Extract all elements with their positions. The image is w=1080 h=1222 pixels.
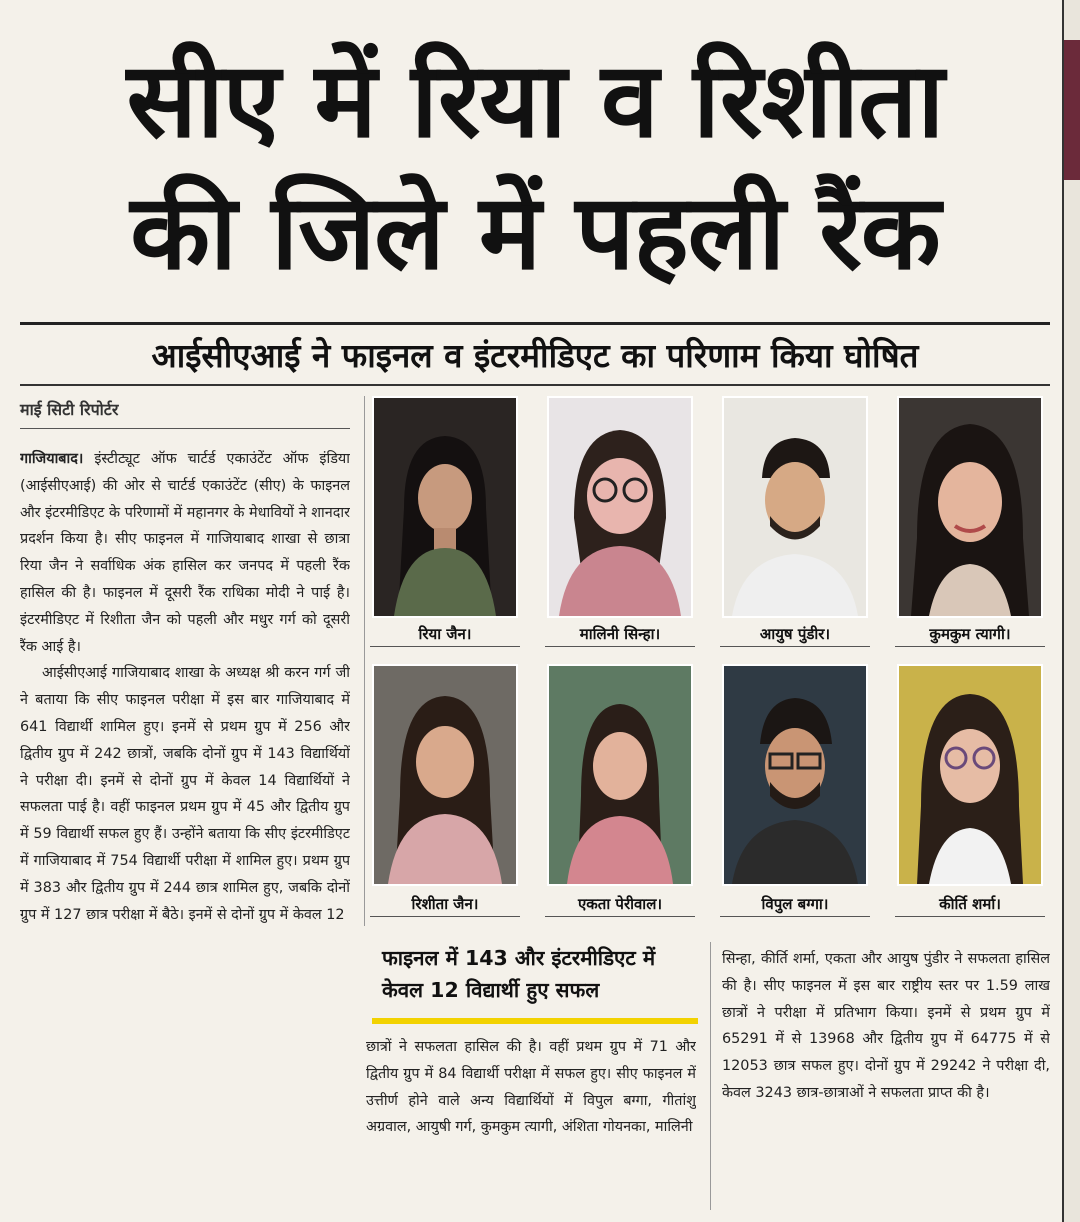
- subheadline: आईसीएआई ने फाइनल व इंटरमीडिएट का परिणाम किया घोषित: [151, 336, 919, 375]
- portrait-icon: [724, 398, 866, 616]
- photo-caption: विपुल बग्गा।: [720, 892, 870, 917]
- photo-caption: रिया जैन।: [370, 622, 520, 647]
- headline-line-2: की जिले में पहली रैंक: [130, 170, 940, 293]
- photo-caption: आयुष पुंडीर।: [720, 622, 870, 647]
- headline: [20, 34, 1050, 298]
- headline-rule: [20, 322, 1050, 325]
- photo-caption: रिशीता जैन।: [370, 892, 520, 917]
- body-column-left: [20, 446, 350, 1206]
- column-divider: [710, 942, 711, 1210]
- portrait-icon: [549, 398, 691, 616]
- portrait-icon: [724, 666, 866, 884]
- photo-riya-jain: [372, 396, 518, 618]
- callout-box: [372, 942, 698, 1016]
- body-paragraph-1: [20, 446, 350, 660]
- portrait-icon: [374, 666, 516, 884]
- portrait-icon: [549, 666, 691, 884]
- adjacent-page-image-strip: [1064, 40, 1080, 180]
- photo-vipul-bagga: [722, 664, 868, 886]
- dateline: गाजियाबाद।: [20, 451, 84, 467]
- headline-line-1: सीए में रिया व रिशीता: [126, 38, 944, 161]
- portrait-icon: [899, 398, 1041, 616]
- portrait-icon: [374, 398, 516, 616]
- byline: माई सिटी रिपोर्टर: [20, 400, 119, 419]
- column-divider: [364, 396, 365, 926]
- portrait-icon: [899, 666, 1041, 884]
- body-paragraph-2: आईसीएआई गाजियाबाद शाखा के अध्यक्ष श्री करन गर्ग जी ने बताया कि सीए फाइनल परीक्षा में इस बार गाजियाबाद में 641 विद्यार्थी शामिल हुए। इनमें से प्रथम ग्रुप में 256 और द्वितीय ग्रुप में 242 छात्रों, जबकि दोनों ग्रुप में 143 विद्यार्थियों ने परीक्षा दी। इनमें से दोनों ग्रुप में केवल 14 विद्यार्थियों ने सफलता पाई है। वहीं फाइनल प्रथम ग्रुप में 45 और द्वितीय ग्रुप में 59 विद्यार्थी सफल हुए हैं। उन्होंने बताया कि सीए इंटरमीडिएट में गाजियाबाद में 754 विद्यार्थी परीक्षा में शामिल हुए। प्रथम ग्रुप में 383 और द्वितीय ग्रुप में 244 छात्र शामिल हुए, जबकि दोनों ग्रुप में 127 छात्र परीक्षा में बैठे। इनमें से दोनों ग्रुप में केवल 12: [20, 665, 350, 923]
- photo-ekta-periwal: [547, 664, 693, 886]
- body-column-middle: [366, 1034, 696, 1214]
- byline-rule: [20, 428, 350, 429]
- photo-rishita-jain: [372, 664, 518, 886]
- body-paragraph-1-text: इंस्टीट्यूट ऑफ चार्टर्ड एकाउंटेंट ऑफ इंडिया (आईसीएआई) की ओर से चार्टर्ड एकाउंटेंट (सीए) के फाइनल और इंटरमीडिएट के परिणामों में महानगर के मेधावियों ने शानदार प्रदर्शन किया है। सीए फाइनल में गाजियाबाद शाखा से छात्रा रिया जैन ने सर्वाधिक अंक हासिल कर जनपद में पहली रैंक हासिल की है। फाइनल में दूसरी रैंक राधिका मोदी ने पाई है। इंटरमीडिएट में रिशीता जैन को पहली और मधुर गर्ग को दूसरी रैंक आई है।: [20, 451, 350, 655]
- photo-caption: एकता पेरीवाल।: [545, 892, 695, 917]
- body-right-text: सिन्हा, कीर्ति शर्मा, एकता और आयुष पुंडीर ने सफलता हासिल की है। सीए फाइनल में इस बार राष्ट्रीय स्तर पर 1.59 लाख छात्रों ने परीक्षा में प्रतिभाग किया। इनमें से प्रथम ग्रुप में 65291 में से 13968 और द्वितीय ग्रुप में 64775 में से 12053 छात्र सफल हुए। दोनों ग्रुप में 29242 ने परीक्षा दी, केवल 3243 छात्र-छात्राओं ने सफलता प्राप्त की है।: [722, 951, 1050, 1101]
- photo-ayush-pundir: [722, 396, 868, 618]
- callout-text: फाइनल में 143 और इंटरमीडिएट में केवल 12 विद्यार्थी हुए सफल: [382, 946, 656, 1002]
- callout-highlight-bar: [372, 1018, 698, 1024]
- adjacent-page-edge: [1062, 0, 1080, 1222]
- photo-caption: कुमकुम त्यागी।: [895, 622, 1045, 647]
- photo-caption: कीर्ति शर्मा।: [895, 892, 1045, 917]
- photo-malini-sinha: [547, 396, 693, 618]
- photo-kirti-sharma: [897, 664, 1043, 886]
- photo-caption: मालिनी सिन्हा।: [545, 622, 695, 647]
- subheadline-rule: [20, 384, 1050, 386]
- body-column-right: [722, 946, 1050, 1214]
- photo-kumkum-tyagi: [897, 396, 1043, 618]
- body-middle-text: छात्रों ने सफलता हासिल की है। वहीं प्रथम ग्रुप में 71 और द्वितीय ग्रुप में 84 विद्यार्थी परीक्षा में सफल हुए। सीए फाइनल में उत्तीर्ण होने वाले अन्य विद्यार्थियों में विपुल बग्गा, गीतांशु अग्रवाल, आयुषी गर्ग, कुमकुम त्यागी, अंशिता गोयनका, मालिनी: [366, 1039, 696, 1136]
